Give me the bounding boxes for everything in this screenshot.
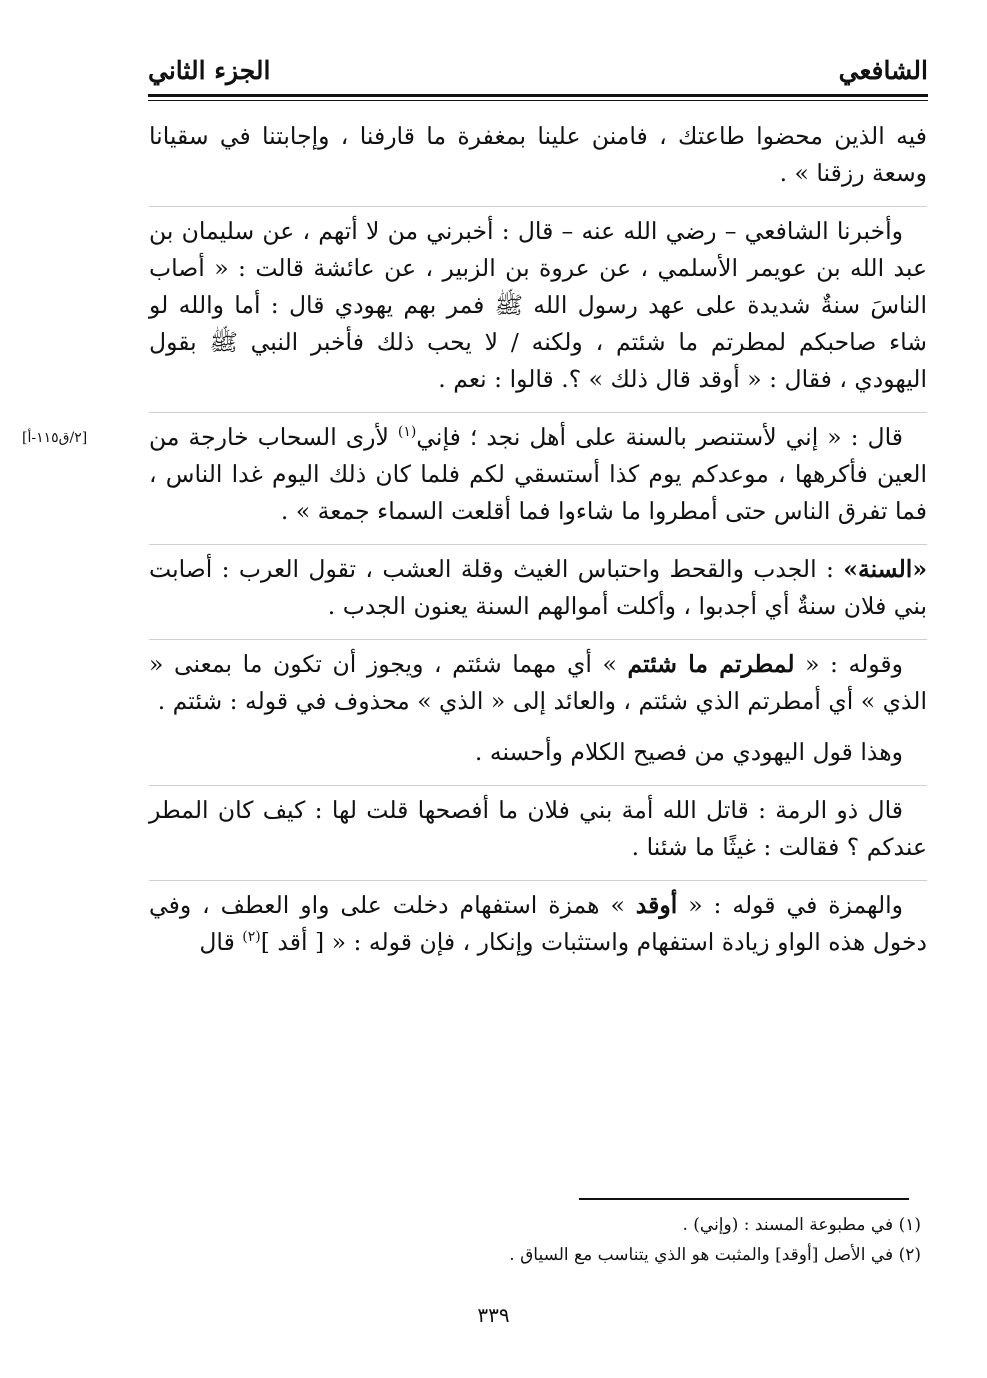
footnote-2: (٢) في الأصل [أوقد] والمثبت هو الذي يتناسب مع السياق . [509, 1245, 921, 1265]
term-sanah: «السنة» [843, 555, 927, 583]
footnotes [161, 1210, 921, 1270]
footnote-rule [579, 1198, 909, 1200]
paragraph-2: وأخبرنا الشافعي – رضي الله عنه – قال : أخبرني من لا أتهم ، عن سليمان بن عبد الله بن عويمر الأسلمي ، عن عروة بن الزبير ، عن عائشة قالت : « أصاب الناسَ سنةٌ شديدة على عهد رسول الله ﷺ فمر بهم يهودي قال : أما والله لو شاء صاحبكم لمطرتم ما شئتم ، ولكنه / لا يحب ذلك فأخبر النبي ﷺ بقول اليهودي ، فقال : « أوقد قال ذلك » ؟. قالوا : نعم . [149, 206, 927, 398]
paragraph-1: فيه الذين محضوا طاعتك ، فامنن علينا بمغفرة ما قارفنا ، وإجابتنا في سقيانا وسعة رزقنا » . [149, 122, 927, 187]
margin-note: [٢/ق١١٥-أ] [22, 430, 88, 446]
paragraph-3-part-1: قال : « إني لأستنصر بالسنة على أهل نجد ؛ فإني [416, 423, 903, 451]
term-mutirtum: لمطرتم ما شئتم [627, 650, 795, 678]
footnote-1: (١) في مطبوعة المسند : (وإني) . [682, 1215, 921, 1235]
footnote-ref-2: (٢) [242, 929, 261, 946]
header-rule-thin [148, 100, 928, 101]
paragraph-7: قال ذو الرمة : قاتل الله أمة بني فلان ما أفصحها قلت لها : كيف كان المطر عندكم ؟ فقالت : غيثًا ما شئنا . [149, 785, 927, 866]
paragraph-5 [149, 639, 927, 720]
paragraph-6: وهذا قول اليهودي من فصيح الكلام وأحسنه . [474, 738, 903, 766]
paragraph-4 [149, 544, 927, 625]
paragraph-8-part-2: » همزة استفهام دخلت على واو العطف ، وفي دخول هذه الواو زيادة استفهام واستثبات وإنكار ، فإن قوله : « [ أقد ] [149, 891, 927, 956]
paragraph-3-part-2: لأرى السحاب خارجة من العين فأكرهها ، موعدكم يوم كذا أستسقي لكم فلما كان ذلك اليوم غدا الناس ، فما تفرق الناس حتى أمطروا ما شاءوا فما أقلعت السماء جمعة » . [149, 423, 927, 525]
header-rule [148, 94, 928, 97]
paragraph-5-part-1: وقوله : « [794, 650, 903, 678]
header-volume: الجزء الثاني [148, 56, 271, 85]
page-number: ٣٣٩ [477, 1303, 510, 1327]
paragraph-4-definition: : الجدب والقحط واحتباس الغيث وقلة العشب ، تقول العرب : أصابت بني فلان سنةٌ أي أجدبوا ، وأكلت أموالهم السنة يعنون الجدب . [149, 555, 927, 620]
paragraph-5-part-2: » أي مهما شئتم ، ويجوز أن تكون ما بمعنى « الذي » أي أمطرتم الذي شئتم ، والعائد إلى « الذي » محذوف في قوله : شئتم . [149, 650, 927, 715]
body-text [149, 118, 927, 975]
paragraph-8 [149, 880, 927, 961]
term-awaqad: أوقد [635, 891, 678, 919]
paragraph-8-part-3: قال [199, 928, 243, 956]
header-book-title: الشافعي [838, 56, 928, 85]
paragraph-3 [149, 412, 927, 530]
footnote-ref-1: (١) [397, 424, 417, 441]
paragraph-8-part-1: والهمزة في قوله : « [677, 891, 903, 919]
running-header [148, 50, 928, 96]
